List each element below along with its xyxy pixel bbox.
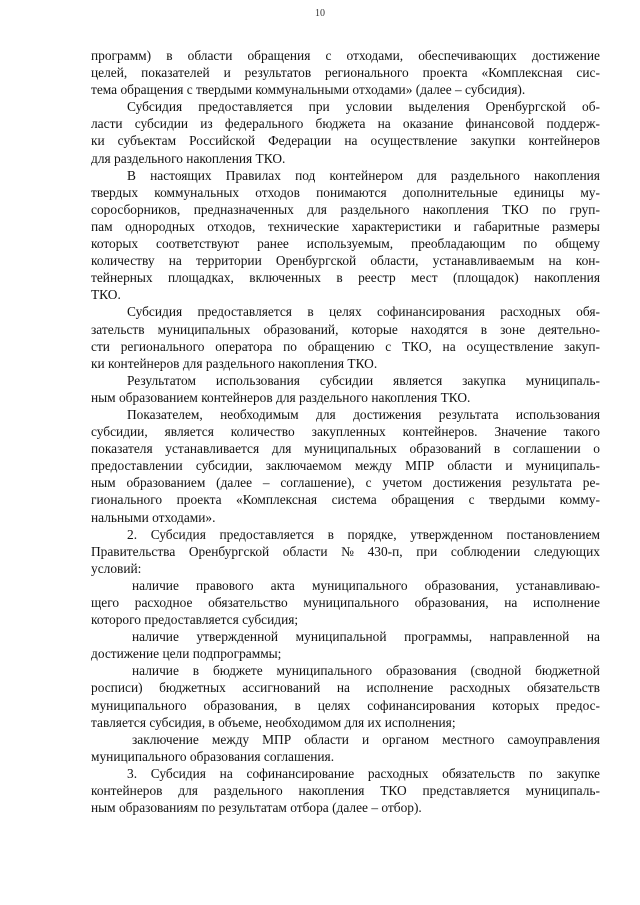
- text-line: наличие в бюджете муниципального образования (сводной бюджетной: [132, 663, 600, 679]
- text-line: В настоящих Правилах под контейнером для раздельного накопления: [127, 167, 600, 183]
- paragraph: [91, 526, 600, 577]
- text-line: субсидии, является количество закупленных контейнеров. Значение такого: [91, 424, 600, 440]
- text-line: Результатом использования субсидии является закупка муниципаль-: [127, 372, 600, 388]
- text-line: контейнеров для раздельного накопления ТКО представляется муниципаль-: [91, 783, 600, 799]
- text-line: ным образованием контейнеров для раздельного накопления ТКО.: [91, 389, 471, 405]
- text-line: 3. Субсидия на софинансирование расходных обязательств по закупке: [127, 765, 600, 781]
- paragraph: [91, 167, 600, 304]
- text-line: которого предоставляется субсидия;: [91, 612, 299, 628]
- text-line: тема обращения с твердыми коммунальными отходами» (далее – субсидия).: [91, 82, 526, 98]
- text-line: росписи) бюджетных ассигнований на исполнение расходных обязательств: [91, 680, 600, 696]
- text-line: нальными отходами».: [91, 509, 216, 525]
- paragraph: [91, 731, 600, 765]
- text-line: наличие правового акта муниципального образования, устанавливаю-: [132, 577, 600, 593]
- text-line: предоставлении субсидии, заключаемом между МПР области и муниципаль-: [91, 458, 600, 474]
- text-line: Показателем, необходимым для достижения результата использования: [127, 406, 600, 422]
- paragraph: [91, 577, 600, 628]
- paragraph: [91, 47, 600, 98]
- text-line: достижение цели подпрограммы;: [91, 646, 282, 662]
- text-line: гионального проекта «Комплексная система обращения с твердыми комму-: [91, 492, 600, 508]
- paragraph: [91, 372, 600, 406]
- text-line: тейнерных площадках, включенных в реестр мест (площадок) накопления: [91, 270, 600, 286]
- text-line: зательств муниципальных образований, которые находятся в зоне деятельно-: [91, 321, 600, 337]
- page-number: 10: [315, 8, 325, 19]
- text-line: Субсидия предоставляется в целях софинансирования расходных обя-: [127, 304, 600, 320]
- text-line: Субсидия предоставляется при условии выделения Оренбургской об-: [127, 99, 600, 115]
- text-line: ки контейнеров для раздельного накопления ТКО.: [91, 355, 378, 371]
- text-line: 2. Субсидия предоставляется в порядке, утвержденном постановлением: [127, 526, 600, 542]
- paragraph: [91, 628, 600, 662]
- text-line: сти регионального оператора по обращению с ТКО, на осуществление закуп-: [91, 338, 600, 354]
- text-line: наличие утвержденной муниципальной программы, направленной на: [132, 629, 600, 645]
- text-line: для раздельного накопления ТКО.: [91, 150, 286, 166]
- text-line: заключение между МПР области и органом местного самоуправления: [132, 731, 600, 747]
- text-line: ным образованием (далее – соглашение), с учетом достижения результата ре-: [91, 475, 600, 491]
- text-line: ки субъектам Российской Федерации на осуществление закупки контейнеров: [91, 133, 600, 149]
- text-line: муниципального образования, в целях софинансирования которых предос-: [91, 697, 600, 713]
- paragraph: [91, 765, 600, 816]
- text-line: условий:: [91, 560, 142, 576]
- paragraph: [91, 662, 600, 730]
- text-line: показателя устанавливается для муниципальных образований в соглашении о: [91, 441, 600, 457]
- text-line: щего расходное обязательство муниципального образования, на исполнение: [91, 595, 600, 610]
- text-line: твердых коммунальных отходов понимаются дополнительные единицы му-: [91, 184, 600, 200]
- text-line: целей, показателей и результатов регионального проекта «Комплексная сис-: [91, 65, 600, 81]
- text-line: ТКО.: [91, 287, 121, 303]
- text-line: которых соответствуют ранее используемым, преобладающим по общему: [91, 236, 600, 252]
- text-line: ласти субсидии из федерального бюджета на оказание финансовой поддерж-: [91, 116, 600, 132]
- paragraph: [91, 406, 600, 526]
- text-line: пам однородных отходов, технические характеристики и габаритные размеры: [91, 218, 600, 234]
- text-line: Правительства Оренбургской области № 430-п, при соблюдении следующих: [91, 543, 600, 559]
- text-line: тавляется субсидия, в объеме, необходимом для их исполнения;: [91, 714, 456, 730]
- text-line: муниципального образования соглашения.: [91, 748, 335, 764]
- paragraph: [91, 303, 600, 371]
- text-line: количеству на территории Оренбургской области, устанавливаемым на кон-: [91, 253, 600, 269]
- text-line: программ) в области обращения с отходами, обеспечивающих достижение: [91, 48, 600, 63]
- paragraph: [91, 98, 600, 166]
- document-body: [91, 47, 600, 816]
- text-line: ным образованиям по результатам отбора (далее – отбор).: [91, 800, 422, 816]
- text-line: соросборников, предназначенных для раздельного накопления ТКО по груп-: [91, 201, 600, 217]
